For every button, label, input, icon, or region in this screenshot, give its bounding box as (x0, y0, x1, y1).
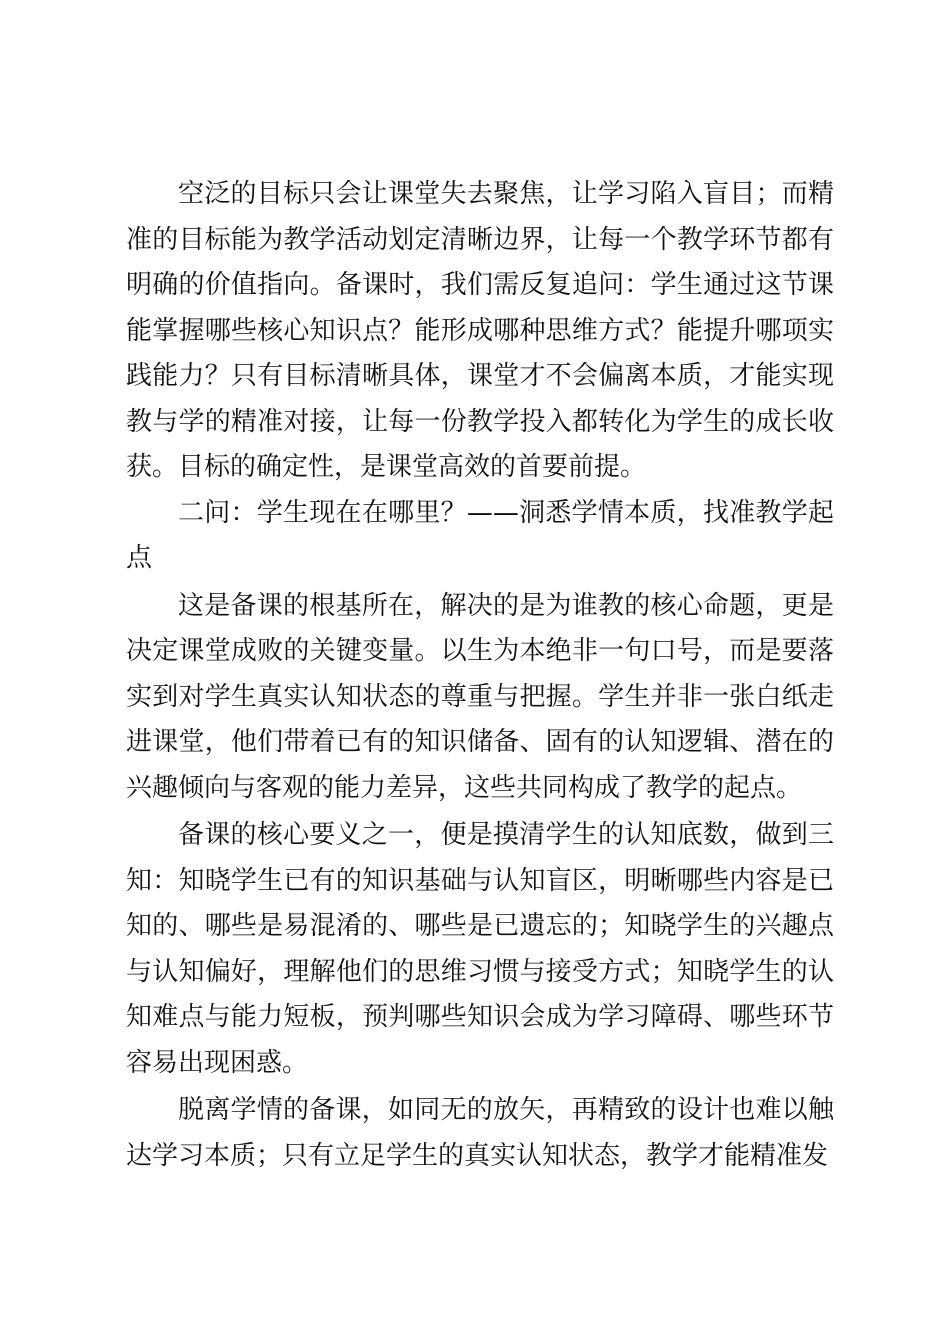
paragraph-goal-precision: 空泛的目标只会让课堂失去聚焦，让学习陷入盲目；而精准的目标能为教学活动划定清晰边界，让每一个教学环节都有明确的价值指向。备课时，我们需反复追问：学生通过这节课能掌握哪些核心知识点？能形成哪种思维方式？能提升哪项实践能力？只有目标清晰具体，课堂才不会偏离本质，才能实现教与学的精准对接，让每一份教学投入都转化为学生的成长收获。目标的确定性，是课堂高效的首要前提。 (126, 179, 834, 482)
paragraph-three-knows: 备课的核心要义之一，便是摸清学生的认知底数，做到三知：知晓学生已有的知识基础与认知盲区，明晰哪些内容是已知的、哪些是易混淆的、哪些是已遗忘的；知晓学生的兴趣点与认知偏好，理解他们的思维习惯与接受方式；知晓学生的认知难点与能力短板，预判哪些知识会成为学习障碍、哪些环节容易出现困惑。 (126, 820, 834, 1078)
paragraph-learning-situation: 脱离学情的备课，如同无的放矢，再精致的设计也难以触达学习本质；只有立足学生的真实认知状态，教学才能精准发 (126, 1095, 834, 1171)
document-body (126, 172, 834, 1179)
paragraph-student-foundation: 这是备课的根基所在，解决的是为谁教的核心命题，更是决定课堂成败的关键变量。以生为本绝非一句口号，而是要落实到对学生真实认知状态的尊重与把握。学生并非一张白纸走进课堂，他们带着已有的知识储备、固有的认知逻辑、潜在的兴趣倾向与客观的能力差异，这些共同构成了教学的起点。 (126, 590, 834, 803)
section-heading-second-question: 二问：学生现在在哪里？——洞悉学情本质，找准教学起点 (126, 497, 834, 573)
